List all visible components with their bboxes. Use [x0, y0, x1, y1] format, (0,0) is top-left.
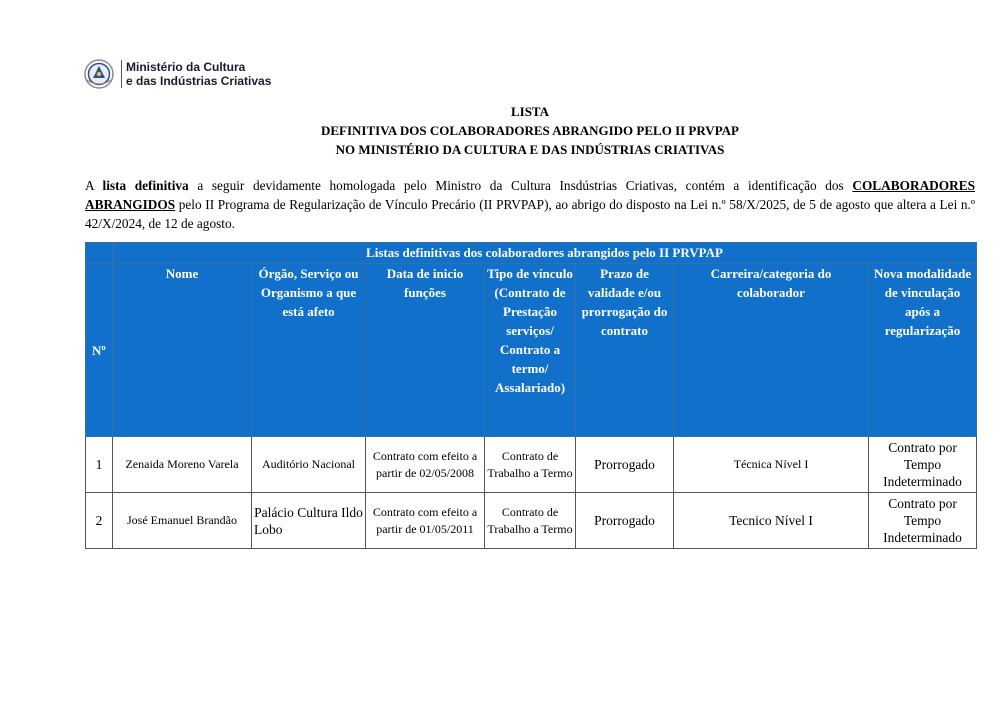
cell-carreira: Técnica Nível I — [674, 437, 869, 493]
logo-text — [121, 60, 271, 88]
header-nome: Nome — [113, 264, 252, 437]
table-caption — [86, 243, 113, 264]
cell-prazo: Prorrogado — [576, 437, 674, 493]
cell-tipo: Contrato de Trabalho a Termo — [485, 437, 576, 493]
collaborators-table — [85, 242, 977, 549]
table-caption-text: Listas definitivas dos colaboradores abrangidos pelo II PRVPAP — [113, 243, 977, 264]
header-n: Nº — [86, 264, 113, 437]
header-prazo: Prazo de validade e/ou prorrogação do contrato — [576, 264, 674, 437]
cell-orgao: Auditório Nacional — [252, 437, 366, 493]
cell-carreira: Tecnico Nível I — [674, 493, 869, 549]
header-data: Data de inicio funções — [366, 264, 485, 437]
cell-tipo: Contrato de Trabalho a Termo — [485, 493, 576, 549]
header-modalidade: Nova modalidade de vinculação após a regularização — [869, 264, 977, 437]
cell-modalidade: Contrato por Tempo Indeterminado — [869, 493, 977, 549]
ministry-logo — [83, 58, 271, 90]
header-carreira: Carreira/categoria do colaborador — [674, 264, 869, 437]
table-row — [86, 437, 977, 493]
cell-n: 1 — [86, 437, 113, 493]
table-caption-row — [86, 243, 977, 264]
intro-part-3: pelo II Programa de Regularização de Vínculo Precário (II PRVPAP), ao abrigo do disposto na Lei n.º 58/X/2025, de 5 de agosto que altera a Lei n.º 42/X/2024, de 12 de agosto. — [85, 197, 975, 231]
cell-nome: José Emanuel Brandão — [113, 493, 252, 549]
cell-data: Contrato com efeito a partir de 02/05/2008 — [366, 437, 485, 493]
intro-paragraph — [85, 176, 975, 233]
cell-nome: Zenaida Moreno Varela — [113, 437, 252, 493]
table-row — [86, 493, 977, 549]
logo-line-2: e das Indústrias Criativas — [126, 74, 272, 88]
cell-data: Contrato com efeito a partir de 01/05/2011 — [366, 493, 485, 549]
header-orgao: Órgão, Serviço ou Organismo a que está afeto — [252, 264, 366, 437]
intro-part-2: a seguir devidamente homologada pelo Ministro da Cultura Insdústrias Criativas, contém a identificação dos — [188, 178, 853, 193]
intro-bold-1: lista definitiva — [102, 178, 189, 193]
header-tipo: Tipo de vínculo (Contrato de Prestação serviços/ Contrato a termo/ Assalariado) — [485, 264, 576, 437]
cell-n: 2 — [86, 493, 113, 549]
document-heading — [85, 102, 975, 159]
logo-line-1: Ministério da Cultura — [126, 60, 246, 74]
heading-line-3: NO MINISTÉRIO DA CULTURA E DAS INDÚSTRIAS CRIATIVAS — [335, 142, 725, 157]
coat-of-arms-icon — [83, 58, 115, 90]
cell-prazo: Prorrogado — [576, 493, 674, 549]
heading-line-1: LISTA — [510, 104, 550, 119]
intro-bold-underline: COLABORADORES ABRANGIDOS — [85, 178, 975, 212]
cell-modalidade: Contrato por Tempo Indeterminado — [869, 437, 977, 493]
table-header-row — [86, 264, 977, 437]
cell-orgao: Palácio Cultura Ildo Lobo — [252, 493, 366, 549]
intro-part-1: A — [85, 178, 103, 193]
heading-line-2: DEFINITIVA DOS COLABORADORES ABRANGIDO PELO II PRVPAP — [320, 123, 739, 138]
